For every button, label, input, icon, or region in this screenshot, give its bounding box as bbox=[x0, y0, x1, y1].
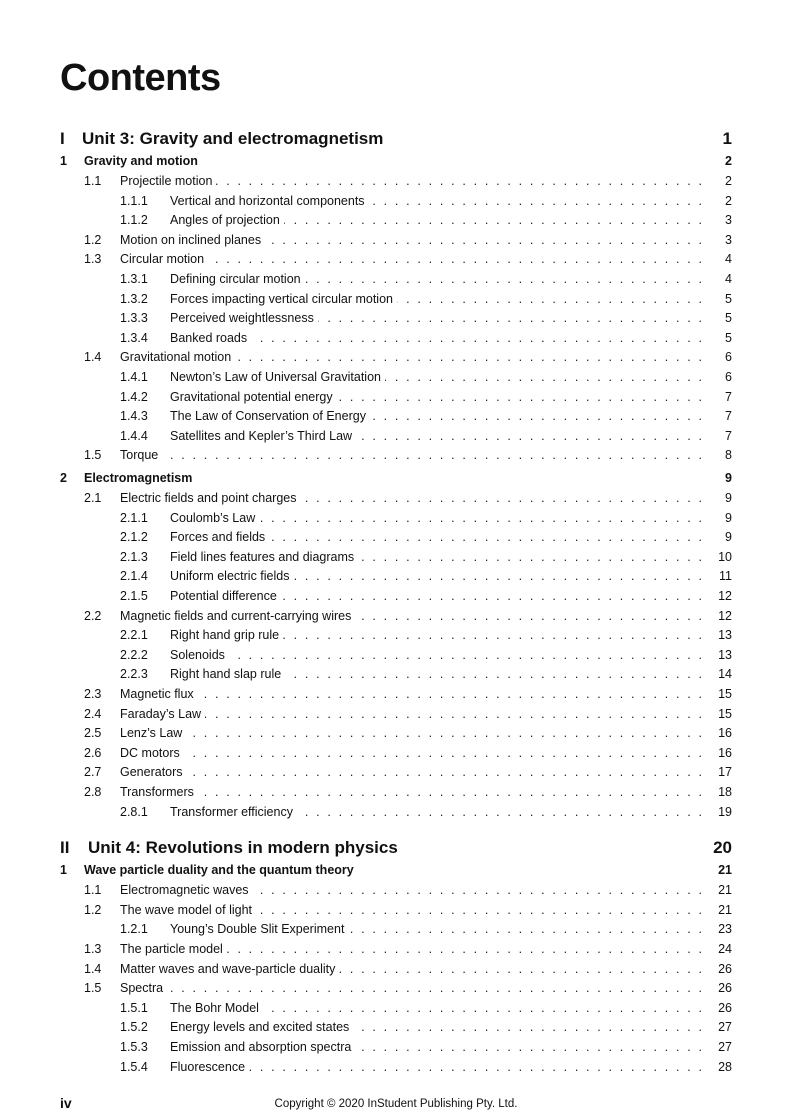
toc-section-row[interactable] bbox=[0, 979, 792, 997]
entry-page-number: 7 bbox=[725, 389, 732, 404]
chapter-number: 1 bbox=[60, 154, 67, 168]
entry-page-number: 3 bbox=[725, 213, 732, 228]
toc-subsection-row[interactable] bbox=[0, 192, 792, 210]
toc-section-row[interactable] bbox=[0, 940, 792, 958]
subsection-title: Fluorescence bbox=[170, 1058, 249, 1076]
toc-subsection-row[interactable] bbox=[0, 1018, 792, 1036]
subsection-title: The Bohr Model bbox=[170, 999, 263, 1017]
entry-page-number: 6 bbox=[725, 350, 732, 365]
entry-page-number: 15 bbox=[718, 706, 732, 721]
section-number: 2.5 bbox=[84, 726, 102, 741]
entry-page-number: 21 bbox=[718, 883, 732, 898]
toc-subsection-row[interactable] bbox=[0, 211, 792, 229]
toc-section-row[interactable] bbox=[0, 172, 792, 190]
toc-subsection-row[interactable] bbox=[0, 427, 792, 445]
entry-page-number: 9 bbox=[725, 530, 732, 545]
subsection-title: Energy levels and excited states bbox=[170, 1018, 353, 1036]
section-title: Projectile motion bbox=[120, 172, 216, 190]
chapter-number: 1 bbox=[60, 863, 67, 878]
part-title: Unit 4: Revolutions in modern physics bbox=[88, 838, 398, 858]
chapter-page-number: 2 bbox=[725, 154, 732, 168]
section-number: 1.3 bbox=[84, 942, 102, 956]
dot-leader bbox=[174, 329, 702, 347]
toc-section-row[interactable] bbox=[0, 960, 792, 978]
entry-page-number: 11 bbox=[719, 569, 732, 584]
section-title: DC motors bbox=[120, 744, 184, 762]
entry-page-number: 16 bbox=[718, 726, 732, 741]
subsection-title: The Law of Conservation of Energy bbox=[170, 407, 370, 425]
toc-section-row[interactable] bbox=[0, 783, 792, 801]
section-title: Gravitational motion bbox=[120, 348, 235, 366]
entry-page-number: 17 bbox=[718, 765, 732, 780]
subsection-title: Forces impacting vertical circular motion bbox=[170, 290, 397, 308]
section-number: 1.2 bbox=[84, 902, 102, 917]
toc-subsection-row[interactable] bbox=[0, 309, 792, 327]
toc-subsection-row[interactable] bbox=[0, 368, 792, 386]
section-title: Lenz’s Law bbox=[120, 724, 186, 742]
dot-leader bbox=[124, 724, 702, 742]
dot-leader bbox=[124, 685, 702, 703]
subsection-title: Defining circular motion bbox=[170, 270, 305, 288]
entry-page-number: 9 bbox=[725, 491, 732, 505]
subsection-number: 1.1.1 bbox=[120, 193, 148, 208]
entry-page-number: 27 bbox=[718, 1020, 732, 1035]
entry-page-number: 9 bbox=[725, 510, 732, 525]
section-number: 2.8 bbox=[84, 785, 102, 799]
entry-page-number: 16 bbox=[718, 745, 732, 760]
section-title: Electromagnetic waves bbox=[120, 881, 253, 899]
toc-chapter-row[interactable] bbox=[0, 469, 792, 487]
section-title: Electric fields and point charges bbox=[120, 489, 300, 507]
subsection-title: Young’s Double Slit Experiment bbox=[170, 920, 348, 938]
toc-subsection-row[interactable] bbox=[0, 626, 792, 644]
entry-page-number: 28 bbox=[718, 1059, 732, 1074]
section-number: 2.7 bbox=[84, 765, 102, 780]
entry-page-number: 3 bbox=[725, 232, 732, 247]
toc-subsection-row[interactable] bbox=[0, 290, 792, 308]
subsection-number: 1.3.4 bbox=[120, 330, 148, 345]
subsection-number: 2.1.5 bbox=[120, 589, 148, 603]
section-number: 2.3 bbox=[84, 687, 102, 701]
subsection-number: 2.1.3 bbox=[120, 549, 148, 564]
toc-section-row[interactable] bbox=[0, 901, 792, 919]
dot-leader bbox=[124, 783, 702, 801]
dot-leader bbox=[124, 763, 702, 781]
copyright-footer: Copyright © 2020 InStudent Publishing Pty. Ltd. bbox=[274, 1098, 518, 1110]
subsection-title: Perceived weightlessness bbox=[170, 309, 318, 327]
toc-subsection-row[interactable] bbox=[0, 509, 792, 527]
section-title: Faraday’s Law bbox=[120, 705, 205, 723]
part-number: I bbox=[60, 129, 65, 148]
section-number: 2.4 bbox=[84, 706, 102, 721]
toc-subsection-row[interactable] bbox=[0, 567, 792, 585]
subsection-number: 1.4.4 bbox=[120, 428, 148, 443]
subsection-number: 1.5.2 bbox=[120, 1020, 148, 1035]
entry-page-number: 4 bbox=[725, 252, 732, 267]
entry-page-number: 26 bbox=[718, 981, 732, 996]
toc-subsection-row[interactable] bbox=[0, 587, 792, 605]
subsection-number: 2.1.1 bbox=[120, 510, 148, 525]
subsection-title: Field lines features and diagrams bbox=[170, 548, 358, 566]
entry-page-number: 5 bbox=[725, 291, 732, 306]
entry-page-number: 14 bbox=[718, 667, 732, 682]
part-page-number: 20 bbox=[713, 838, 732, 858]
subsection-title: Angles of projection bbox=[170, 211, 284, 229]
subsection-title: Forces and fields bbox=[170, 528, 269, 546]
toc-subsection-row[interactable] bbox=[0, 1058, 792, 1076]
subsection-number: 2.8.1 bbox=[120, 804, 148, 819]
section-title: Magnetic fields and current-carrying wires bbox=[120, 607, 355, 625]
section-number: 2.2 bbox=[84, 608, 102, 623]
dot-leader bbox=[124, 705, 702, 723]
subsection-number: 2.1.2 bbox=[120, 530, 148, 545]
toc-section-row[interactable] bbox=[0, 763, 792, 781]
entry-page-number: 12 bbox=[718, 589, 732, 603]
section-number: 2.1 bbox=[84, 491, 102, 505]
dot-leader bbox=[124, 446, 702, 464]
entry-page-number: 27 bbox=[718, 1040, 732, 1054]
dot-leader bbox=[174, 1058, 702, 1076]
toc-chapter-row[interactable] bbox=[0, 861, 792, 879]
subsection-title: Vertical and horizontal components bbox=[170, 192, 369, 210]
entry-page-number: 26 bbox=[718, 961, 732, 976]
toc-subsection-row[interactable] bbox=[0, 920, 792, 938]
subsection-number: 2.2.1 bbox=[120, 628, 148, 643]
dot-leader bbox=[124, 744, 702, 762]
chapter-title: Electromagnetism bbox=[84, 471, 193, 485]
toc-subsection-row[interactable] bbox=[0, 803, 792, 821]
subsection-number: 2.2.3 bbox=[120, 667, 148, 682]
toc-section-row[interactable] bbox=[0, 724, 792, 742]
section-number: 1.5 bbox=[84, 981, 102, 996]
entry-page-number: 10 bbox=[718, 549, 732, 564]
entry-page-number: 24 bbox=[718, 942, 732, 956]
subsection-title: Newton’s Law of Universal Gravitation bbox=[170, 368, 385, 386]
entry-page-number: 12 bbox=[718, 608, 732, 623]
entry-page-number: 15 bbox=[718, 687, 732, 701]
toc-section-row[interactable] bbox=[0, 881, 792, 899]
section-number: 1.1 bbox=[84, 883, 102, 898]
chapter-title: Wave particle duality and the quantum theory bbox=[84, 863, 354, 878]
subsection-number: 2.1.4 bbox=[120, 569, 148, 584]
section-title: Generators bbox=[120, 763, 187, 781]
toc-subsection-row[interactable] bbox=[0, 548, 792, 566]
part-title: Unit 3: Gravity and electromagnetism bbox=[82, 129, 384, 148]
section-title: Transformers bbox=[120, 783, 198, 801]
subsection-number: 1.4.1 bbox=[120, 370, 148, 384]
toc-chapter-row[interactable] bbox=[0, 152, 792, 170]
entry-page-number: 4 bbox=[725, 272, 732, 286]
subsection-number: 1.5.1 bbox=[120, 1000, 148, 1015]
dot-leader bbox=[174, 646, 702, 664]
section-title: Motion on inclined planes bbox=[120, 231, 265, 249]
toc-section-row[interactable] bbox=[0, 446, 792, 464]
subsection-title: Solenoids bbox=[170, 646, 229, 664]
part-page-number: 1 bbox=[722, 129, 732, 148]
entry-page-number: 19 bbox=[718, 804, 732, 819]
entry-page-number: 8 bbox=[725, 448, 732, 463]
entry-page-number: 7 bbox=[725, 428, 732, 443]
subsection-number: 1.3.2 bbox=[120, 291, 148, 306]
section-number: 1.1 bbox=[84, 174, 102, 188]
section-title: Circular motion bbox=[120, 250, 208, 268]
subsection-number: 1.1.2 bbox=[120, 213, 148, 228]
dot-leader bbox=[124, 250, 702, 268]
page-title: Contents bbox=[60, 57, 221, 99]
entry-page-number: 5 bbox=[725, 311, 732, 326]
subsection-title: Coulomb’s Law bbox=[170, 509, 259, 527]
section-number: 1.3 bbox=[84, 252, 102, 267]
toc-section-row[interactable] bbox=[0, 607, 792, 625]
dot-leader bbox=[124, 979, 702, 997]
section-number: 2.6 bbox=[84, 745, 102, 760]
subsection-number: 1.4.3 bbox=[120, 409, 148, 424]
toc-part-row[interactable] bbox=[0, 127, 792, 151]
chapter-number: 2 bbox=[60, 471, 67, 485]
chapter-page-number: 9 bbox=[725, 471, 732, 485]
toc-section-row[interactable] bbox=[0, 744, 792, 762]
section-number: 1.4 bbox=[84, 350, 102, 365]
toc-subsection-row[interactable] bbox=[0, 270, 792, 288]
entry-page-number: 13 bbox=[718, 647, 732, 662]
section-title: Torque bbox=[120, 446, 162, 464]
subsection-number: 1.4.2 bbox=[120, 389, 148, 404]
part-number: II bbox=[60, 838, 70, 858]
toc-part-row[interactable] bbox=[0, 836, 792, 860]
chapter-page-number: 21 bbox=[718, 863, 732, 878]
subsection-title: Right hand grip rule bbox=[170, 626, 283, 644]
toc-section-row[interactable] bbox=[0, 685, 792, 703]
subsection-number: 1.5.3 bbox=[120, 1040, 148, 1054]
toc-subsection-row[interactable] bbox=[0, 646, 792, 664]
entry-page-number: 18 bbox=[718, 785, 732, 799]
subsection-title: Uniform electric fields bbox=[170, 567, 293, 585]
toc-section-row[interactable] bbox=[0, 348, 792, 366]
section-title: The wave model of light bbox=[120, 901, 256, 919]
subsection-number: 1.5.4 bbox=[120, 1059, 148, 1074]
entry-page-number: 6 bbox=[725, 370, 732, 384]
entry-page-number: 2 bbox=[725, 174, 732, 188]
toc-subsection-row[interactable] bbox=[0, 388, 792, 406]
section-title: Spectra bbox=[120, 979, 167, 997]
toc-subsection-row[interactable] bbox=[0, 528, 792, 546]
chapter-title: Gravity and motion bbox=[84, 154, 198, 168]
toc-subsection-row[interactable] bbox=[0, 407, 792, 425]
subsection-title: Right hand slap rule bbox=[170, 665, 285, 683]
toc-section-row[interactable] bbox=[0, 231, 792, 249]
entry-page-number: 2 bbox=[725, 193, 732, 208]
subsection-title: Satellites and Kepler’s Third Law bbox=[170, 427, 356, 445]
section-number: 1.2 bbox=[84, 232, 102, 247]
entry-page-number: 7 bbox=[725, 409, 732, 424]
subsection-number: 1.3.1 bbox=[120, 272, 148, 286]
toc-section-row[interactable] bbox=[0, 489, 792, 507]
toc-section-row[interactable] bbox=[0, 705, 792, 723]
page-number-footer: iv bbox=[60, 1095, 72, 1111]
subsection-title: Emission and absorption spectra bbox=[170, 1038, 355, 1056]
entry-page-number: 23 bbox=[718, 922, 732, 937]
section-title: Matter waves and wave-particle duality bbox=[120, 960, 339, 978]
toc-subsection-row[interactable] bbox=[0, 329, 792, 347]
toc-subsection-row[interactable] bbox=[0, 999, 792, 1017]
entry-page-number: 5 bbox=[725, 330, 732, 345]
subsection-number: 2.2.2 bbox=[120, 647, 148, 662]
subsection-number: 1.3.3 bbox=[120, 311, 148, 326]
entry-page-number: 26 bbox=[718, 1000, 732, 1015]
section-number: 1.5 bbox=[84, 448, 102, 463]
section-title: The particle model bbox=[120, 940, 227, 958]
subsection-title: Banked roads bbox=[170, 329, 251, 347]
section-number: 1.4 bbox=[84, 961, 102, 976]
toc-section-row[interactable] bbox=[0, 250, 792, 268]
subsection-title: Gravitational potential energy bbox=[170, 388, 337, 406]
section-title: Magnetic flux bbox=[120, 685, 198, 703]
subsection-number: 1.2.1 bbox=[120, 922, 148, 937]
entry-page-number: 21 bbox=[718, 902, 732, 917]
entry-page-number: 13 bbox=[718, 628, 732, 643]
toc-subsection-row[interactable] bbox=[0, 665, 792, 683]
subsection-title: Transformer efficiency bbox=[170, 803, 297, 821]
subsection-title: Potential difference bbox=[170, 587, 281, 605]
toc-subsection-row[interactable] bbox=[0, 1038, 792, 1056]
